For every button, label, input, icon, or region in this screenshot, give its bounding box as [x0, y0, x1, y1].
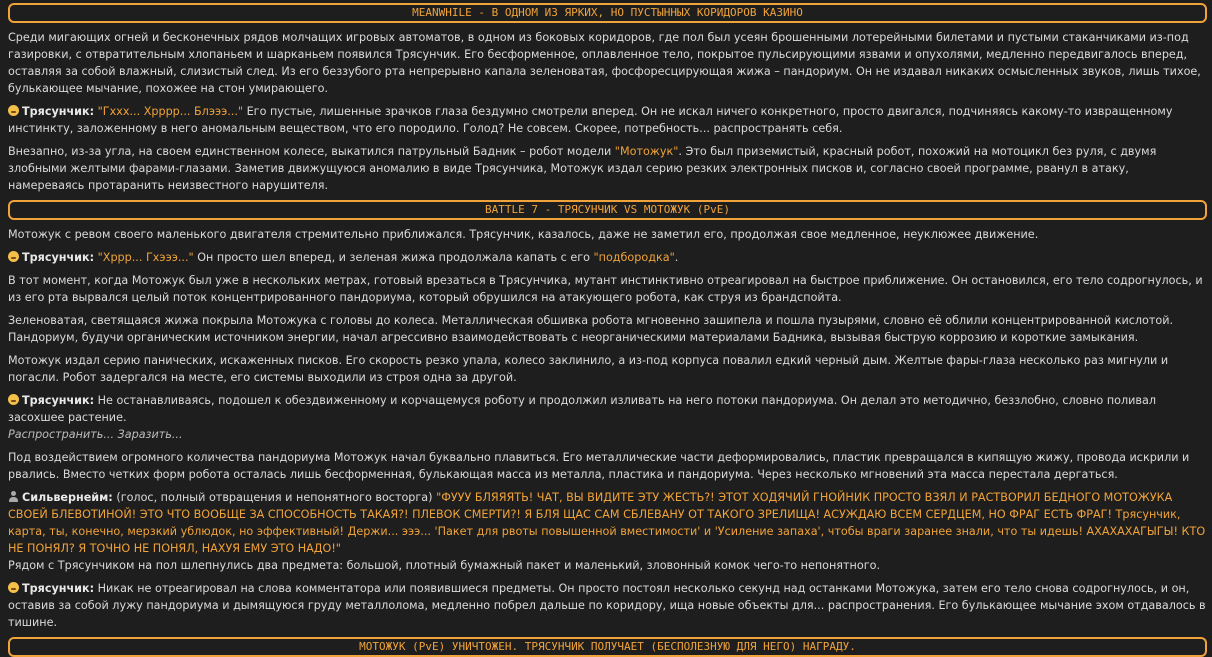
quoted-name: "Мотожук" [614, 145, 679, 158]
dialogue-text: Его пустые, лишенные зрачков глаза бездумно смотрели вперед. Он не искал ничего конкретного, просто двигался, подчиняясь какому-то извращенному инстинкту, заложенному в него аномальным веществом, что его породило. Голод? Не совсем. Скорее, потребность... распространять себя. [8, 105, 1173, 135]
speech-text: "Гххх... Хрррр... Блэээ..." [97, 105, 244, 118]
dialogue-text: Не останавливаясь, подошел к обездвиженному и корчащемуся роботу и продолжил изливать на него потоки пандориума. Он делал это методично, беззлобно, словно поливал засохшее растение. [8, 394, 1157, 424]
speaker-name: Сильвернейм: [22, 491, 113, 504]
battle-banner: BATTLE 7 - ТРЯСУНЧИК VS МОТОЖУК (PvE) [8, 200, 1207, 220]
sick-face-emoji-icon [8, 582, 19, 593]
dialogue-paragraph [8, 580, 1207, 631]
narration-paragraph: В тот момент, когда Мотожук был уже в нескольких метрах, готовый врезаться в Трясунчика, мутант инстинктивно отреагировал на быстрое приближение. Он остановился, его тело содрогнулось, и из его рта вырвался целый поток концентрированного пандориума, который обрушился на атакующего робота, как струя из брандспойта. [8, 274, 1203, 304]
dialogue-paragraph [8, 249, 1207, 266]
commentator-speech: "ФУУУ БЛЯЯЯТЬ! ЧАТ, ВЫ ВИДИТЕ ЭТУ ЖЕСТЬ?! ЭТОТ ХОДЯЧИЙ ГНОЙНИК ПРОСТО ВЗЯЛ И РАСТВОРИЛ БЕДНОГО МОТОЖУКА СВОЕЙ БЛЕВОТИНОЙ! ЭТО ЧТО ВООБЩЕ ЗА СПОСОБНОСТЬ ТАКАЯ?! ПЛЕВОК СМЕРТИ?! Я БЛЯ ЩАС САМ СБЛЕВАНУ ОТ ТАКОГО ЗРЕЛИЩА! АСУЖДАЮ ВСЕМ СЕРДЦЕМ, НО ФРАГ ЕСТЬ ФРАГ! Трясунчик, карта, ты, конечно, мерзкий ублюдок, но эффективный! Держи... эээ... 'Пакет для рвоты повышенной вместимости' и 'Усиление запаха', чтобы враги заранее знали, что ты идешь! АХАХАХАГЫГЫ! КТО НЕ ПОНЯЛ? Я ТОЧНО НЕ ПОНЯЛ, НАХУЯ ЕМУ ЭТО НАДО!" [8, 491, 1206, 555]
dialogue-paragraph [8, 392, 1207, 443]
speaker-name: Трясунчик: [22, 582, 95, 595]
dialogue-text: Он просто шел вперед, и зеленая жижа продолжала капать с его [193, 251, 594, 264]
result-banner: МОТОЖУК (PvE) УНИЧТОЖЕН. ТРЯСУНЧИК ПОЛУЧАЕТ (БЕСПОЛЕЗНУЮ ДЛЯ НЕГО) НАГРАДУ. [8, 637, 1207, 657]
sick-face-emoji-icon [8, 105, 19, 116]
thought-text: Распространить... Заразить... [8, 428, 183, 441]
quoted-word: "подбородка" [593, 251, 675, 264]
dialogue-paragraph [8, 103, 1207, 137]
person-silhouette-icon [8, 491, 19, 502]
narration-paragraph: Среди мигающих огней и бесконечных рядов молчащих игровых автоматов, в одном из боковых коридоров, где пол был усеян брошенными лотерейными билетами и пустыми стаканчиками из-под газировки, с отвратительным хлопаньем и шарканьем появился Трясунчик. Его бесформенное, оплавленное тело, покрытое пульсирующими язвами и опухолями, медленно передвигалось вперед, оставляя за собой влажный, слизистый след. Из его беззубого рта непрерывно капала зеленоватая, фосфоресцирующая жижа – пандориум. Он не издавал никаких осмысленных звуков, лишь тихое, булькающее мычание, похожее на стон умирающего. [8, 31, 1201, 95]
commentator-paragraph [8, 489, 1207, 574]
dialogue-text: Никак не отреагировал на слова комментатора или появившиеся предметы. Он просто постоял несколько секунд над останками Мотожука, затем его тело снова содрогнулось, и он, оставив за собой лужу пандориума и дымящуюся груду металлолома, медленно побрел дальше по коридору, ища новые объекты для... распространения. Его булькающее мычание эхом отдавалось в тишине. [8, 582, 1206, 629]
narration-paragraph [8, 143, 1207, 194]
dialogue-text: . [674, 251, 679, 264]
speaker-name: Трясунчик: [22, 105, 95, 118]
narration-paragraph: Зеленоватая, светящаяся жижа покрыла Мотожука с головы до колеса. Металлическая обшивка робота мгновенно зашипела и пошла пузырями, словно её облили концентрированной кислотой. Пандориум, будучи органическим источником энергии, начал агрессивно взаимодействовать с неорганическими материалами Бадника, вызывая быструю коррозию и короткие замыкания. [8, 314, 1174, 344]
speaker-name: Трясунчик: [22, 394, 95, 407]
narration-text: . Это был приземистый, красный робот, похожий на мотоцикл без руля, с двумя злобными желтыми фарами-глазами. Заметив движущуюся аномалию в виде Трясунчика, Мотожук издал серию резких электронных писков и, согласно своей программе, рванул в атаку, намереваясь протаранить неизвестного нарушителя. [8, 145, 1157, 192]
speech-text: "Хррр... Гхэээ..." [97, 251, 194, 264]
narration-paragraph: Мотожук издал серию панических, искаженных писков. Его скорость резко упала, колесо заклинило, а из-под корпуса повалил едкий черный дым. Желтые фары-глаза несколько раз мигнули и погасли. Робот задергался на месте, его системы выходили из строя одна за другой. [8, 354, 1169, 384]
speaker-name: Трясунчик: [22, 251, 95, 264]
stage-direction: (голос, полный отвращения и непонятного восторга) [112, 491, 437, 504]
sick-face-emoji-icon [8, 251, 19, 262]
narration-text: Внезапно, из-за угла, на своем единственном колесе, выкатился патрульный Бадник – робот модели [8, 145, 615, 158]
narration-paragraph: Под воздействием огромного количества пандориума Мотожук начал буквально плавиться. Его металлические части деформировались, пластик превращался в кипящую жижу, провода искрили и рвались. Вместо четких форм робота осталась лишь бесформенная, булькающая масса из металла, пластика и пандориума. Через несколько мгновений эта масса перестала дергаться. [8, 451, 1190, 481]
narration-text: Рядом с Трясунчиком на пол шлепнулись два предмета: большой, плотный бумажный пакет и маленький, зловонный комок чего-то непонятного. [8, 559, 880, 572]
scene-banner: MEANWHILE - В ОДНОМ ИЗ ЯРКИХ, НО ПУСТЫННЫХ КОРИДОРОВ КАЗИНО [8, 3, 1207, 23]
narration-paragraph: Мотожук с ревом своего маленького двигателя стремительно приближался. Трясунчик, казалось, даже не заметил его, продолжая свое медленное, неуклюжее движение. [8, 228, 1039, 241]
sick-face-emoji-icon [8, 394, 19, 405]
